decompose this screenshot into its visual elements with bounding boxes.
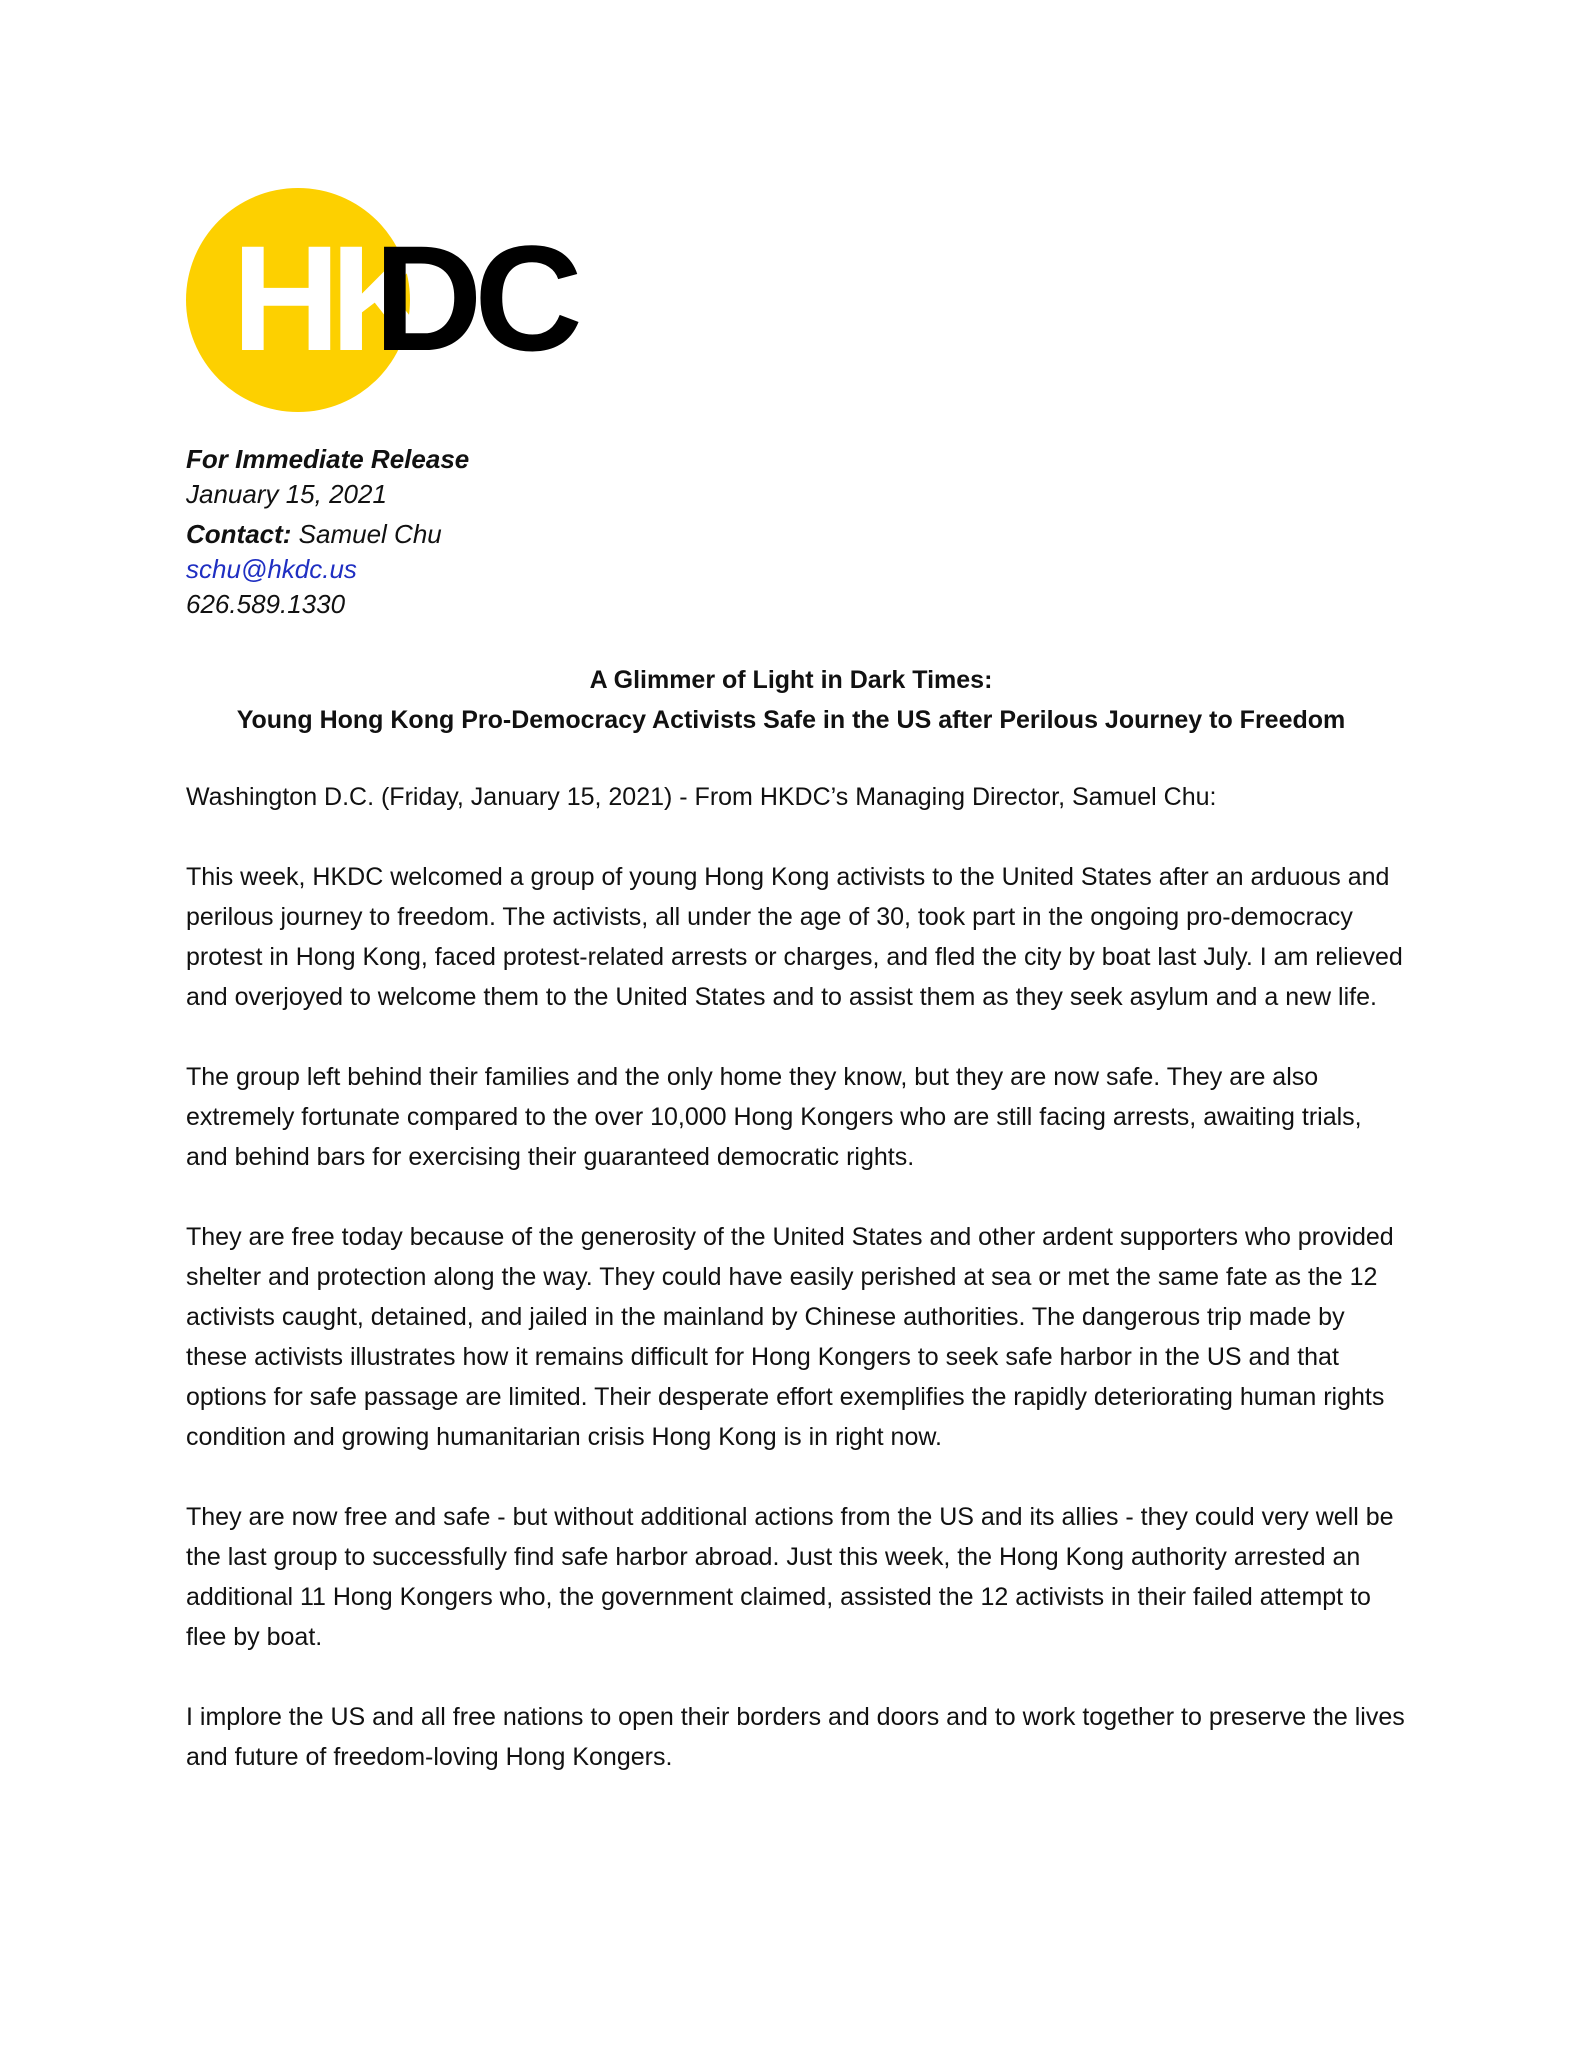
logo-text-hk: HK — [232, 214, 429, 382]
contact-line — [186, 517, 469, 552]
paragraph-5: I implore the US and all free nations to open their borders and doors and to work together to preserve the lives and future of freedom-loving Hong Kongers. — [186, 1703, 1405, 1771]
headline-line-2: Young Hong Kong Pro-Democracy Activists Safe in the US after Perilous Journey to Freedom — [236, 706, 1346, 734]
logo-text-dc: DC — [374, 214, 575, 382]
release-date: January 15, 2021 — [186, 479, 387, 509]
headline — [186, 660, 1396, 740]
contact-email-link[interactable]: schu@hkdc.us — [186, 554, 357, 584]
hkdc-logo — [186, 188, 586, 413]
paragraph-4: They are now free and safe - but without additional actions from the US and its allies - they could very well be the last group to successfully find safe harbor abroad. Just this week, the Hong Kong authority arrested an additional 11 Hong Kongers who, the government claimed, assisted the 12 activists in their failed attempt to flee by boat. — [186, 1503, 1394, 1651]
contact-phone: 626.589.1330 — [186, 589, 346, 619]
hkdc-logo-graphic — [186, 188, 586, 413]
paragraph-3: They are free today because of the generosity of the United States and other ardent supporters who provided shelter and protection along the way. They could have easily perished at sea or met the same fate as the 12 activists caught, detained, and jailed in the mainland by Chinese authorities. The dangerous trip made by these activists illustrates how it remains difficult for Hong Kongers to seek safe harbor in the US and that options for safe passage are limited. Their desperate effort exemplifies the rapidly deteriorating human rights condition and growing humanitarian crisis Hong Kong is in right now. — [186, 1223, 1394, 1451]
headline-line-1: A Glimmer of Light in Dark Times: — [589, 666, 993, 694]
paragraph-2: The group left behind their families and the only home they know, but they are now safe. They are also extremely fortunate compared to the over 10,000 Hong Kongers who are still facing arrests, awaiting trials, and behind bars for exercising their guaranteed democratic rights. — [186, 1063, 1362, 1171]
paragraph-1: This week, HKDC welcomed a group of young Hong Kong activists to the United States after an arduous and perilous journey to freedom. The activists, all under the age of 30, took part in the ongoing pro-democracy protest in Hong Kong, faced protest-related arrests or charges, and fled the city by boat last July. I am relieved and overjoyed to welcome them to the United States and to assist them as they seek asylum and a new life. — [186, 863, 1403, 1011]
release-label: For Immediate Release — [186, 444, 470, 474]
contact-name: Samuel Chu — [298, 519, 442, 549]
contact-label: Contact: — [186, 519, 292, 549]
dateline: Washington D.C. (Friday, January 15, 2021) - From HKDC’s Managing Director, Samuel Chu: — [186, 783, 1217, 811]
release-meta — [186, 442, 469, 622]
body-text — [186, 777, 1406, 1817]
